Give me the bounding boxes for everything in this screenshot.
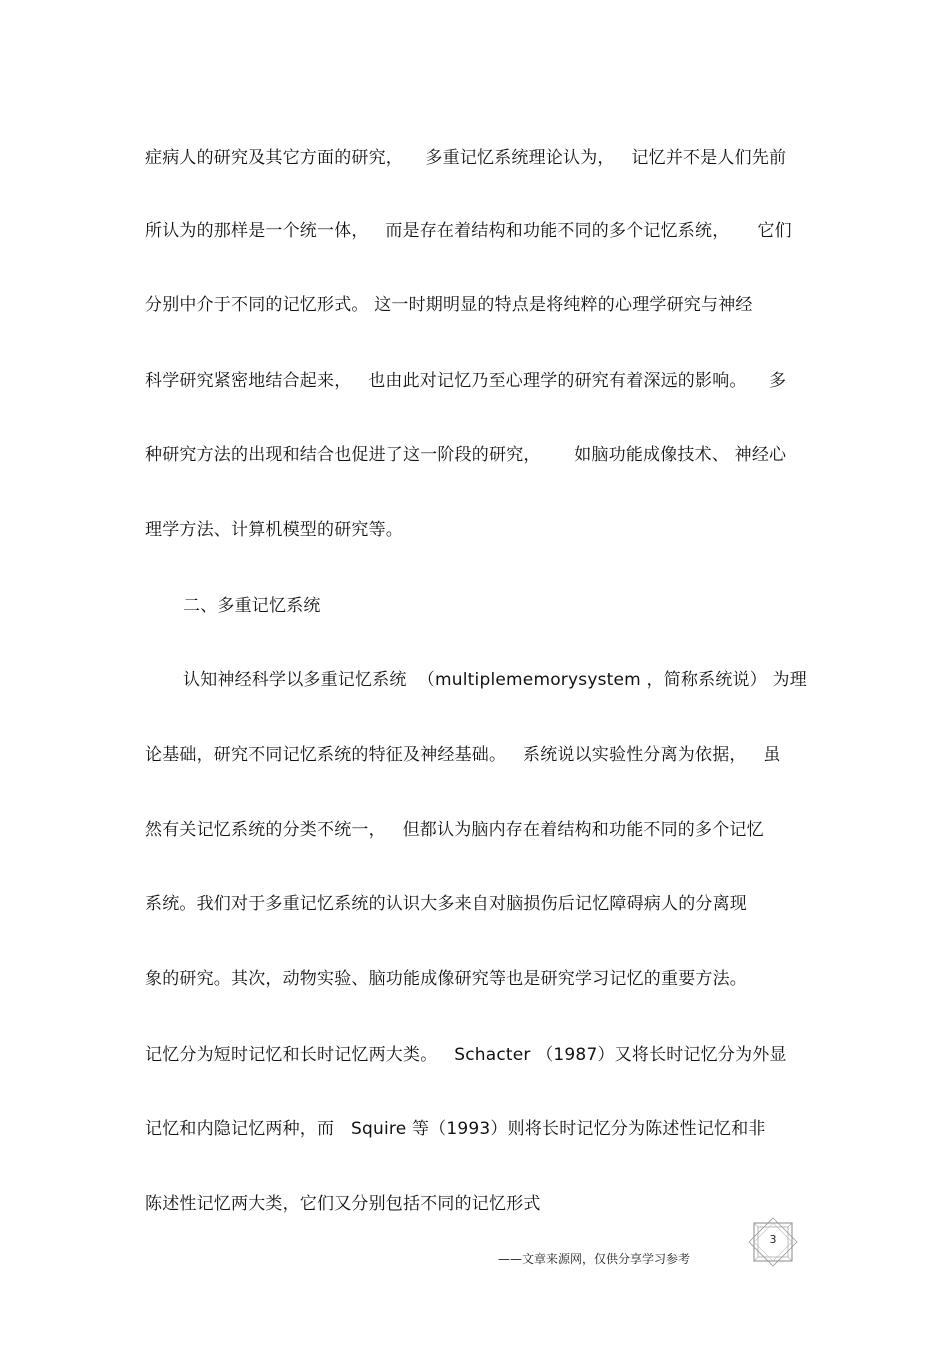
para2-line-2: 论基础，研究不同记忆系统的特征及神经基础。 系统说以实验性分离为依据， 虽 (145, 745, 781, 765)
para2-line-3: 然有关记忆系统的分类不统一， 但都认为脑内存在着结构和功能不同的多个记忆 (145, 820, 764, 840)
body-line-1: 症病人的研究及其它方面的研究， 多重记忆系统理论认为， 记忆并不是人们先前 (145, 148, 787, 168)
source-note: ——文章来源网，仅供分享学习参考 (498, 1252, 691, 1266)
body-line-6: 理学方法、计算机模型的研究等。 (145, 520, 403, 540)
body-line-2: 所认为的那样是一个统一体， 而是存在着结构和功能不同的多个记忆系统， 它们 (145, 221, 792, 241)
page-number: 3 (769, 1233, 777, 1246)
para2-line-1: 认知神经科学以多重记忆系统 （multiplememorysystem ，简称系统说） 为理 (183, 670, 807, 690)
para2-line-4: 系统。我们对于多重记忆系统的认识大多来自对脑损伤后记忆障碍病人的分离现 (145, 894, 747, 914)
para2-line-7: 记忆和内隐记忆两种，而 Squire 等（1993）则将长时记忆分为陈述性记忆和非 (145, 1119, 766, 1139)
para2-line-5: 象的研究。其次，动物实验、脑功能成像研究等也是研究学习记忆的重要方法。 (145, 969, 747, 989)
body-line-5: 种研究方法的出现和结合也促进了这一阶段的研究， 如脑功能成像技术、 神经心 (145, 445, 787, 465)
para2-line-8: 陈述性记忆两大类，它们又分别包括不同的记忆形式 (145, 1194, 541, 1214)
body-line-4: 科学研究紧密地结合起来， 也由此对记忆乃至心理学的研究有着深远的影响。 多 (145, 371, 787, 391)
para2-line-6: 记忆分为短时记忆和长时记忆两大类。 Schacter （1987）又将长时记忆分为外显 (145, 1045, 787, 1065)
section-heading: 二、多重记忆系统 (183, 596, 321, 616)
body-line-3: 分别中介于不同的记忆形式。 这一时期明显的特点是将纯粹的心理学研究与神经 (145, 295, 753, 315)
page-number-badge (748, 1217, 798, 1267)
